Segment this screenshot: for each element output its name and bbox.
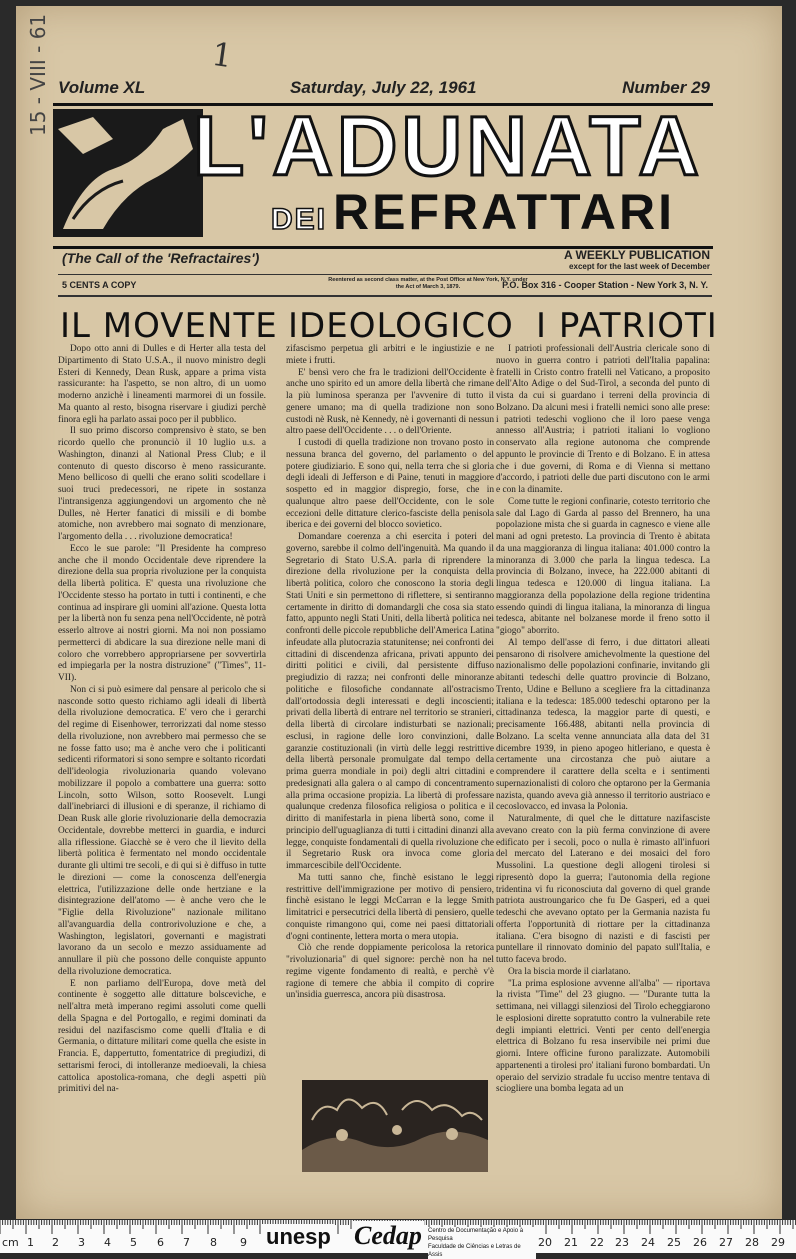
paragraph: Non ci si può esimere dal pensare al pericolo che si nasconde sotto questo richiamo agli ideali di libertà della rivoluzione democratica. E' vero che i gerarchi del regime di Eisenhower, terrorizzati dal nome stesso della rivoluzione, non avrebbero mai permesso che se ne fosse fatto uso; ma è anche vero che i politicanti sedicenti riformatori si sono sempre e soltanto ricordati dell'ideologia rivoluzionaria quando volevano mobilizzare il popolo a combattere una guerra: sotto Lincoln, sotto Wilson, sotto Roosevelt. Lungi dall'inebriarci di illusioni e di speranze, il richiamo di Dean Rusk alle glorie rivoluzionarie della democrazia Occidentale, dovrebbe metterci in guardia, e indurci alla riflessione. Giacchè se è vero che il lievito della libertà politica è fermentato nel mondo occidentale durante gli ultimi tre secoli, e di qui si è diffuso in tutte le direzioni — come la conoscenza dell'energia elettrica, l'utilizzazione delle onde hertziane e la disintegrazione dell'atomo — è anche vero che le "Figlie della Rivoluzione" nazionale militano all'avanguardia della controrivoluzione e che, a Washington, legislatori, governanti e magistrati lavorano da un secolo e mezzo assiduamente ad annullare il più che possono delle conquiste appunto della rivoluzione democratica.: [58, 684, 266, 977]
ruler-number: 9: [240, 1236, 247, 1249]
handwritten-mark: 1: [209, 34, 235, 76]
headline-ideologico: IDEOLOGICO: [288, 306, 514, 346]
paragraph: E' bensì vero che fra le tradizioni dell'Occidente è anche uno spirito ed un amore della libertà che rimane la più luminosa speranza per l'avvenire di tutto il genere umano; ma di quella tradizione non sono custodi nè Rusk, nè Kennedy, nè i governanti di nessun altro paese dell'Occidente . . . o dell'Oriente.: [286, 367, 494, 437]
cedap-line-1: Centro de Documentação e Apoio à Pesquisa: [428, 1228, 524, 1242]
paragraph: Ma tutti sanno che, finchè esistano le leggi restrittive dell'immigrazione per motivo di pensiero, finchè esistano le leggi McCarran e la legge Smith limitatrici e persecutrici della libertà di pensiero, quelle conquiste rimangono qui, come nei paesi dittatoriali d'ogni continente, lettera morta o mera utopia.: [286, 872, 494, 942]
paragraph: Al tempo dell'asse di ferro, i due dittatori alleati pensarono di risolvere amichevolmente la questione del nazionalismo delle popolazioni confinarie, invitando gli abitanti tedeschi delle quattro provincie di Bolzano, Trento, Udine e Belluno a scegliere fra la cittadinanza italiana e la tedesca: 185.000 tedeschi optarono per la cittadinanza tedesca, la maggior parte di questi, e precisamente 166.488, abitanti nella provincia di Bolzano. La scelta venne annunciata alla data del 31 dicembre 1939, in pieno apogeo hitleriano, e questa è certamente una circostanza che può aiutare a comprendere il carattere della scelta e i sentimenti supernazionalisti di coloro che optarono per la Germania nazista, quando aveva già annesso il territorio austriaco e cecoslovacco, ed invasa la Polonia.: [496, 637, 710, 813]
article-column-1: [58, 344, 266, 1096]
cedap-caption: [428, 1227, 536, 1259]
paragraph: I custodi di quella tradizione non trovano posto in nessuna branca del governo, del parlamento o del potere giudiziario. E sono qui, nella terra che si gloria degli ideali di Jefferson e di Paine, tenuti in maggiore sospetto ed in maggior dispregio, forse, che in qualunque altro paese dell'Occidente, con le sole eccezioni delle dittature clerico-fasciste della penisola iberica e dei governi del blocco sovietico.: [286, 438, 494, 531]
masthead-sub-main: REFRATTARI: [333, 184, 675, 240]
price: 5 CENTS A COPY: [62, 280, 137, 290]
masthead-subtitle: [233, 185, 713, 247]
ruler-number: 20: [538, 1236, 552, 1249]
ruler-number: 4: [104, 1236, 111, 1249]
ruler-number: 8: [210, 1236, 217, 1249]
cedap-line-2: Faculdade de Ciências e Letras de Assis: [428, 1244, 521, 1258]
woodcut-illustration-icon: [302, 1080, 488, 1172]
paragraph: zifascismo perpetua gli arbitri e le ingiustizie e ne miete i frutti.: [286, 344, 494, 366]
handwritten-margin-note: 15 - VIII - 61: [26, 13, 50, 136]
paragraph: Ciò che rende doppiamente pericolosa la retorica "rivoluzionaria" di quel signore: perchè non ha nel regime vigente fondamento di realtà, e perchè v'è ragione di temere che abbia il compito di coprire un'insidia guerresca, ancora più disastrosa.: [286, 943, 494, 1001]
paragraph: Naturalmente, di quel che le dittature nazifasciste avevano creato con la più ferma convinzione di avere edificato per i secoli, poco o nulla è rimasto all'infuori del mercato del Laterano e dei mosaici del foro Mussolini. La questione degli allogeni tirolesi si ripresentò dopo la guerra; l'autonomia della regione tridentina vi fu riconosciuta dal governo di quel grande patriota austroungarico che fu De Gasperi, ed a quei tedeschi che avevano optato per la Germania nazista fu offerta l'opportunità di riottare per la cittadinanza italiana. C'era bisogno di nazisti e di fascisti per puntellare il rinnovato dominio del papato sull'Italia, e tutto faceva brodo.: [496, 814, 710, 965]
paragraph: E non parliamo dell'Europa, dove metà del continente è soggetto alle dittature bolsceviche, e nell'altra metà imperano regimi assoluti come quelli della Spagna e del Portogallo, e regimi dominati da residui del nazifascismo come quelli d'Italia e di Germania, o dittature militari come quella che esiste in Francia. E, dappertutto, fomentatrice di pregiudizi, di settarismi feroci, di intolleranze medioevali, la chiesa cattolica apostolica-romana, che degli aspetti più primitivi del na-: [58, 978, 266, 1095]
postal-address: P.O. Box 316 - Cooper Station - New York 3, N. Y.: [502, 280, 708, 290]
ruler-number: 7: [183, 1236, 190, 1249]
ruler-number: 28: [745, 1236, 759, 1249]
paragraph: I patrioti professionali dell'Austria clericale sono di nuovo in guerra contro i patrioti dell'Italia papalina: fratelli in Cristo contro fratelli nel Vaticano, a proposito dell'Alto Adige o del Sud-Tirol, a seconda del punto di vista da cui si guardano i terreni della provincia di Bolzano. Da alcuni mesi i fratelli nemici sono alle prese: i patrioti tedeschi vogliono che il loro paese venga annesso all'Austria; i patrioti italiani lo vogliono conservato alla regione autonoma che comprende appunto le provincie di Trento e di Bolzano. E in attesa che i due governi, di Roma e di Vienna si mettano d'accordo, i patrioti delle due parti discutono con le armi e con la dinamite.: [496, 344, 710, 495]
paragraph: "La prima esplosione avvenne all'alba" — riportava la rivista "Time" del 23 giugno. — "Durante tutta la settimana, nei villaggi silenziosi del Tirolo echeggiarono le esplosioni dirette sopratutto contro la vulnerabile rete degli impianti elettrici. Venti per cento dell'energia elettrica di Bolzano fu resa inservibile nei primi due giorni. Intere officine furono paralizzate. Automobili appartenenti a tirolesi pro' italiani furono bombardati. Un operaio del servizio stradale fu ucciso mentre tentava di sciogliere una bomba legata ad un: [496, 978, 710, 1095]
article-column-3: [496, 344, 710, 1096]
ruler-number: 25: [667, 1236, 681, 1249]
ruler-number: 29: [771, 1236, 785, 1249]
paragraph: Ora la biscia morde il ciarlatano.: [508, 966, 631, 977]
issue-number: Number 29: [622, 78, 710, 97]
ruler-number: 23: [615, 1236, 629, 1249]
tagline: (The Call of the 'Refractaires'): [62, 250, 260, 266]
paragraph: Dopo otto anni di Dulles e di Herter alla testa del Dipartimento di Stato U.S.A., il nuovo ministro degli Esteri di Kennedy, Dean Rusk, appare a prima vista rassicurante: ha l'aspetto, se non altro, di un uomo moderno anzichè i lineamenti marmorei di un fossile. Ma quanto al resto, bisogna riservare i giudizi perchè finora egli ha parlato assai poco per il pubblico.: [58, 344, 266, 425]
cedap-logo: Cedap: [354, 1221, 422, 1250]
masthead-sub-prefix: DEI: [270, 203, 327, 236]
paragraph: Il suo primo discorso comprensivo è stato, se ben ricordo quello che pronunciò il 10 luglio u.s. a Washington, dinanzi al National Press Club; e il contenuto di questo discorso è meno rassicurante. Meno bellicoso di quelli che erano soliti scodellare i suoi truci predecessori, ne ripete in sostanza l'intransigenza aggiungendovi un argomento che nè Dulles, nè Herter fanatici di missili e di bombe atomiche, non avrebbero mai sognato di menzionare, l'argomento della . . . rivoluzione democratica!: [58, 426, 266, 542]
ruler-number: 2: [52, 1236, 59, 1249]
ruler-number: 26: [693, 1236, 707, 1249]
article-column-2: [286, 344, 494, 1002]
weekly-note: except for the last week of December: [569, 262, 710, 271]
ruler-number: 27: [719, 1236, 733, 1249]
issue-date: Saturday, July 22, 1961: [290, 78, 477, 97]
headline-il-movente: IL MOVENTE: [60, 306, 278, 346]
ruler-number: 1: [27, 1236, 34, 1249]
issue-line: [58, 78, 710, 100]
ruler-number: 24: [641, 1236, 655, 1249]
masthead: [53, 99, 713, 243]
ruler-number: 3: [78, 1236, 85, 1249]
ruler-unit: cm: [2, 1236, 19, 1249]
ruler-number: 6: [157, 1236, 164, 1249]
registration-note: Reentered as second class matter, at the Post Office at New York, N.Y. under the Act of March 3, 1879.: [328, 277, 528, 290]
publication-info: [560, 248, 710, 271]
volume-label: Volume XL: [58, 78, 146, 97]
ruler-number: 21: [564, 1236, 578, 1249]
weekly-label: A WEEKLY PUBLICATION: [563, 248, 710, 262]
unesp-logo: unesp: [262, 1224, 335, 1250]
paragraph: Come tutte le regioni confinarie, cotesto territorio che sale dal Lago di Garda al passo del Brennero, ha una popolazione mista che si guarda in cagnesco e viene alle mani ad ogni pretesto. La provincia di Trento è abitata da una maggioranza di lingua italiana: 401.000 contro la minoranza di 3.000 che parla la lingua tedesca. La provincia di Bolzano, invece, ha 222.000 abitanti di lingua tedesca e 120.000 di lingua italiana. La maggioranza della popolazione della regione tridentina essendo quindi di lingua italiana, la minoranza di lingua tedesca, abitante nel bolzanese morde il freno sotto il "giogo" aborrito.: [496, 496, 710, 636]
ruler-number: 22: [590, 1236, 604, 1249]
masthead-title: L'ADUNATA: [192, 99, 704, 193]
ruler-number: 5: [130, 1236, 137, 1249]
paragraph: Ecco le sue parole: "Il Presidente ha compreso anche che il mondo Occidentale deve riprendere la direzione della sua propria rivoluzione per la conquista della libertà politica. E' questa una rivoluzione che l'Occidente stesso ha portato in tutti i continenti, e che continua ad inspirare gli uomini all'azione. Questa lotta per la libertà non fu senza pena nell'Occidente, nè potrà esserlo altrove ai nostri giorni. Ma noi non possiamo permetterci di abdicare la sua direzione nelle mani di coloro che vorrebbero appropriarsene per sovvertirla ed impiegarla per la nostra distruzione" ("Times", 11-VII).: [58, 543, 266, 683]
headline-i-patrioti: I PATRIOTI: [536, 306, 718, 346]
paragraph: Domandare coerenza a chi esercita i poteri del governo, sarebbe il colmo dell'ingenuità. Ma quando il Segretario di Stato U.S.A. parla di riprendere la direzione della rivoluzione per la conquista della libertà politica, coloro che conoscono la storia degli Stati Uniti e sin permettono di riflettere, si sentiranno certamente in diritto di domandargli che cosa sia stato fatto, appunto negli Stati Uniti, della libertà politica nei confronti delle piccole repubbliche dell'America Latina infeudate alla plutocrazia statunitense; nei confronti dei cittadini di discendenza africana, privati appunto dei diritti politici e civili, dal persistente diffuso pregiudizio di razza; nei confronti delle minoranze politiche e filosofiche condannate all'ostracismo dall'ortodossia degli interessati e degli incoscienti; privati della libertà di entrare nel territorio se stranieri, della libertà di circolare indisturbati se nazionali; esclusi, in ragione delle loro convinzioni, dalle garanzie costituzionali (in virtù delle leggi restrittive della libertà personale promulgate dal tempo della prima guerra mondiale in poi) degli altri cittadini e predesignati alla galera o al campo di concentramento alla prima occasione propizia. La libertà di professare qualunque credenza filosofica religiosa o politica e il diritto di manifestarla in piena libertà sono, come il principio dell'uguaglianza di tutti i cittadini dinanzi alla legge, conquiste fondamentali di quella rivoluzione che il Segretario Rusk ora invoca come gloria immarcescibile dell'Occidente.: [286, 532, 494, 871]
info-bar: [58, 274, 712, 297]
